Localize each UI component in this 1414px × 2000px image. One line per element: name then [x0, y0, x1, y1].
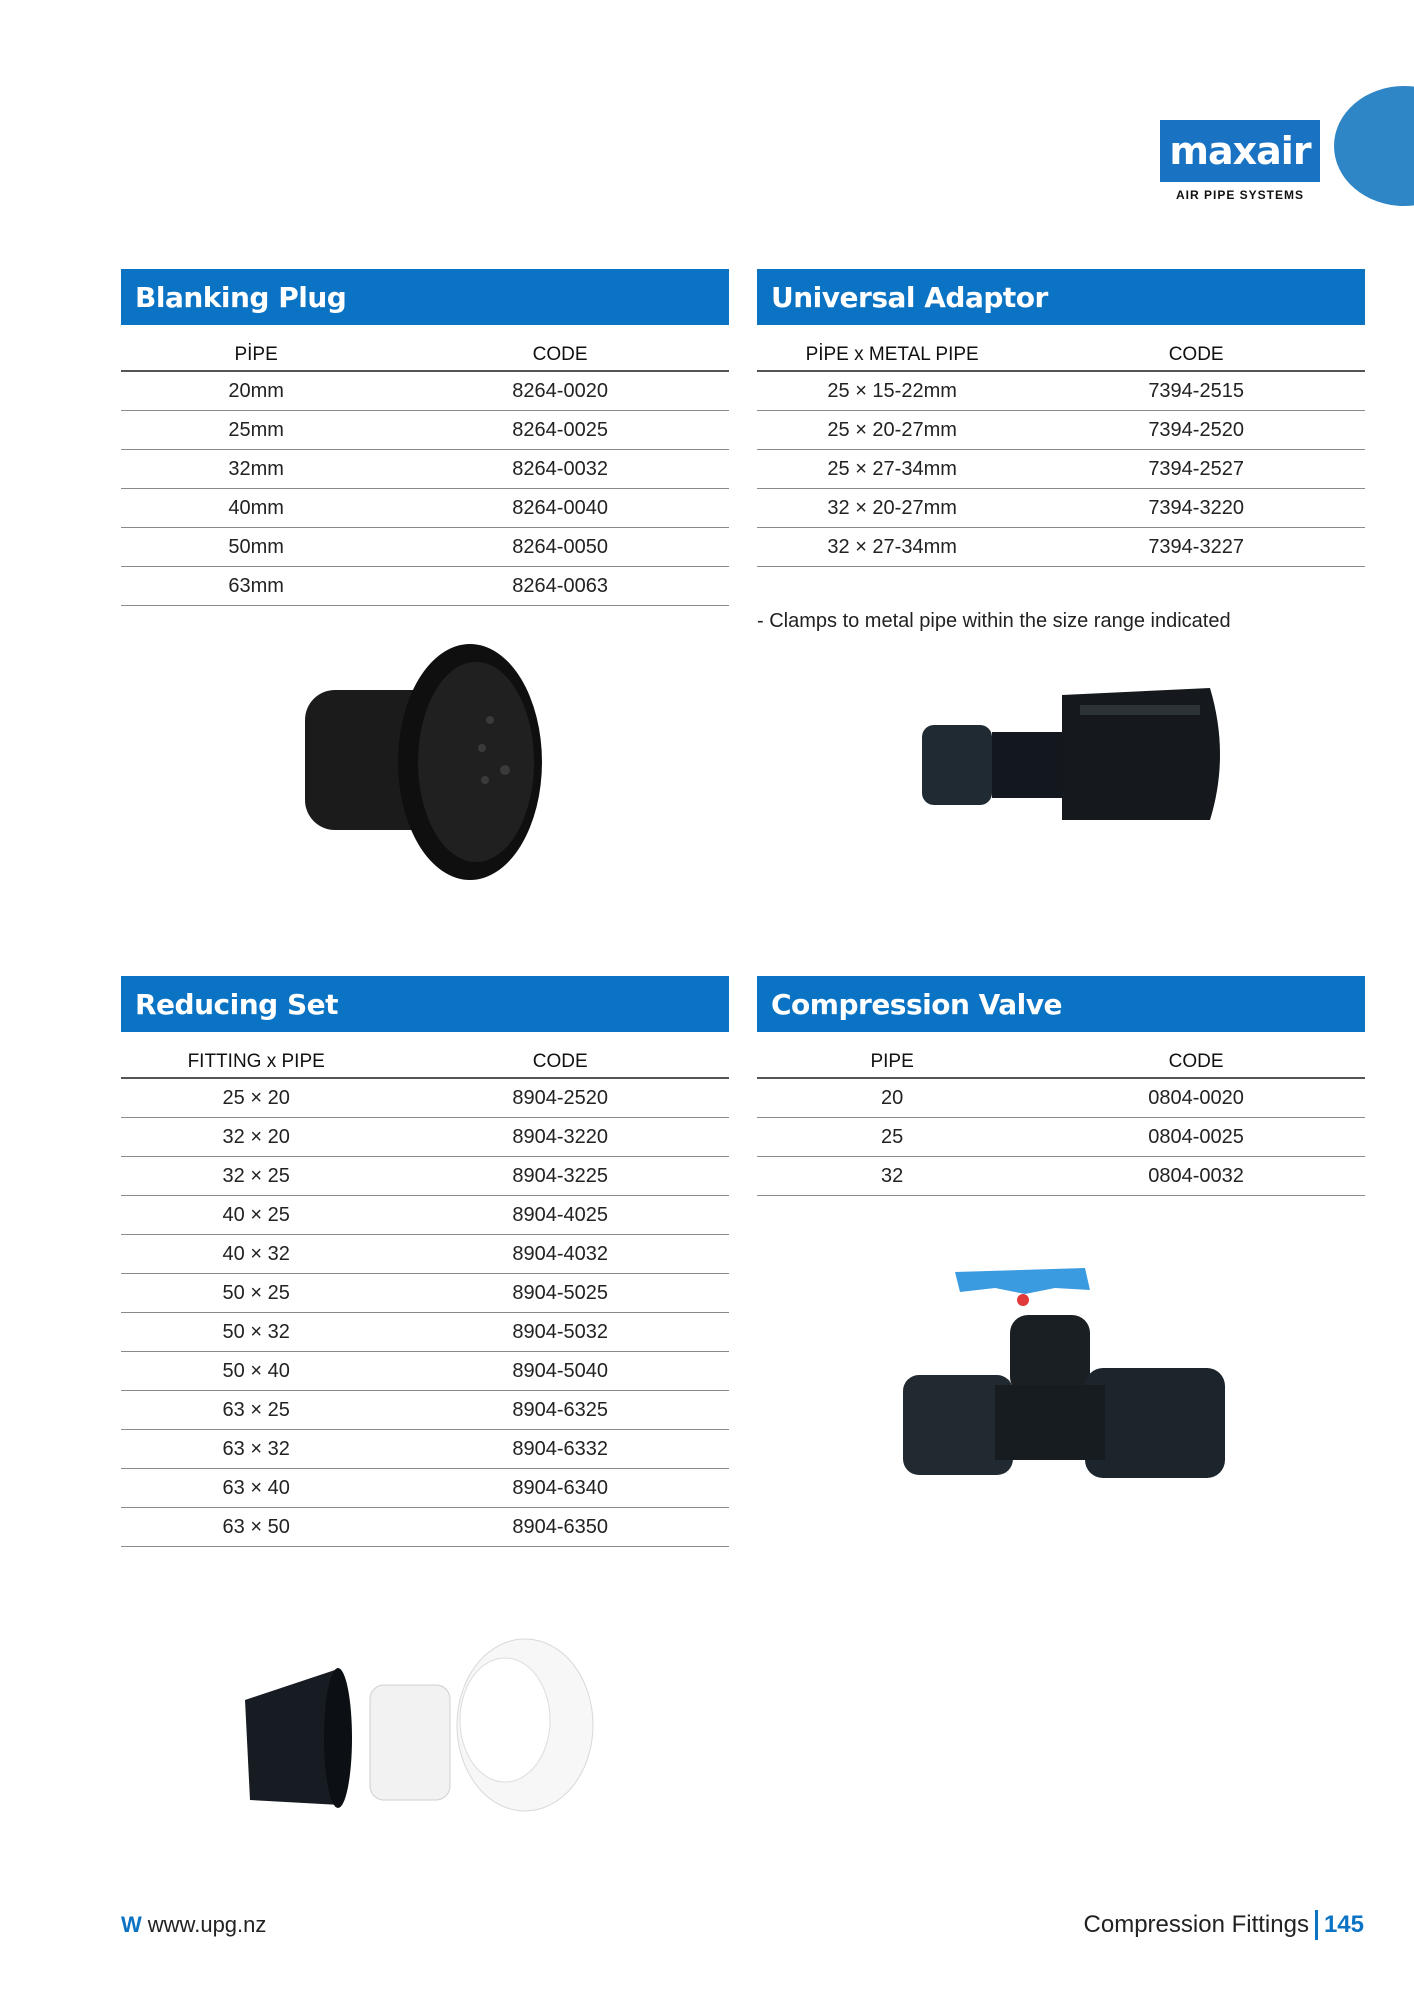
page-number: 145	[1323, 1911, 1364, 1938]
cell: 8904-6340	[391, 1469, 729, 1508]
cell: 20	[757, 1078, 1027, 1118]
logo-tagline: AIR PIPE SYSTEMS	[1175, 188, 1305, 202]
cell: 40 × 25	[121, 1196, 391, 1235]
cell: 32	[757, 1157, 1027, 1196]
table-row	[121, 1430, 729, 1469]
logo-wordmark: maxair	[1160, 120, 1320, 182]
cell: 8264-0025	[391, 411, 729, 450]
cell: 8904-5032	[391, 1313, 729, 1352]
col-header: FITTING x PIPE	[121, 1032, 391, 1078]
table-row	[757, 371, 1365, 411]
cell: 8904-6325	[391, 1391, 729, 1430]
cell: 7394-3220	[1027, 489, 1365, 528]
footer-website	[121, 1912, 266, 1938]
table-row	[121, 1118, 729, 1157]
section-title: Universal Adaptor	[757, 269, 1365, 325]
cell: 7394-2515	[1027, 371, 1365, 411]
cell: 25 × 20	[121, 1078, 391, 1118]
cell: 63 × 32	[121, 1430, 391, 1469]
col-header: CODE	[1027, 1032, 1365, 1078]
cell: 32 × 27-34mm	[757, 528, 1027, 567]
cell: 25 × 20-27mm	[757, 411, 1027, 450]
cell: 20mm	[121, 371, 391, 411]
table-row	[121, 1078, 729, 1118]
cell: 7394-2520	[1027, 411, 1365, 450]
cell: 7394-2527	[1027, 450, 1365, 489]
section-title: Reducing Set	[121, 976, 729, 1032]
table-row	[121, 1469, 729, 1508]
table-row	[121, 1157, 729, 1196]
cell: 32 × 20-27mm	[757, 489, 1027, 528]
web-prefix: W	[121, 1912, 142, 1937]
col-header: PİPE	[121, 325, 391, 371]
table-row	[757, 489, 1365, 528]
cell: 25	[757, 1118, 1027, 1157]
section-compression-valve	[757, 976, 1365, 1196]
footer-page-info	[1084, 1910, 1364, 1940]
table-row	[121, 1313, 729, 1352]
cell: 25 × 15-22mm	[757, 371, 1027, 411]
cell: 63mm	[121, 567, 391, 606]
universal-adaptor-table	[757, 325, 1365, 567]
cell: 32 × 20	[121, 1118, 391, 1157]
cell: 40mm	[121, 489, 391, 528]
cell: 50mm	[121, 528, 391, 567]
cell: 8904-2520	[391, 1078, 729, 1118]
section-blanking-plug	[121, 269, 729, 606]
cell: 8264-0032	[391, 450, 729, 489]
compression-valve-table	[757, 1032, 1365, 1196]
footer-section-name: Compression Fittings	[1083, 1911, 1309, 1938]
table-row	[121, 1352, 729, 1391]
section-reducing-set	[121, 976, 729, 1547]
cell: 40 × 32	[121, 1235, 391, 1274]
cell: 8264-0020	[391, 371, 729, 411]
section-title: Compression Valve	[757, 976, 1365, 1032]
col-header: PİPE x METAL PIPE	[757, 325, 1027, 371]
cell: 50 × 32	[121, 1313, 391, 1352]
cell: 63 × 25	[121, 1391, 391, 1430]
cell: 25 × 27-34mm	[757, 450, 1027, 489]
reducing-set-table	[121, 1032, 729, 1547]
table-row	[757, 1157, 1365, 1196]
table-row	[121, 1196, 729, 1235]
col-header: PIPE	[757, 1032, 1027, 1078]
table-row	[121, 528, 729, 567]
blanking-plug-image	[300, 640, 550, 890]
cell: 0804-0025	[1027, 1118, 1365, 1157]
cell: 0804-0020	[1027, 1078, 1365, 1118]
cell: 8264-0040	[391, 489, 729, 528]
table-row	[121, 1274, 729, 1313]
cell: 8904-3225	[391, 1157, 729, 1196]
cell: 63 × 50	[121, 1508, 391, 1547]
cell: 8904-3220	[391, 1118, 729, 1157]
cell: 8904-4025	[391, 1196, 729, 1235]
reducing-set-image	[240, 1630, 600, 1830]
table-row	[121, 1391, 729, 1430]
table-row	[121, 567, 729, 606]
cell: 32mm	[121, 450, 391, 489]
cell: 8264-0063	[391, 567, 729, 606]
table-row	[757, 1118, 1365, 1157]
col-header: CODE	[391, 325, 729, 371]
table-row	[121, 1235, 729, 1274]
table-row	[757, 1078, 1365, 1118]
table-row	[757, 450, 1365, 489]
cell: 8264-0050	[391, 528, 729, 567]
footer-divider	[1315, 1910, 1318, 1940]
table-row	[121, 489, 729, 528]
cell: 63 × 40	[121, 1469, 391, 1508]
cell: 50 × 40	[121, 1352, 391, 1391]
cell: 8904-6332	[391, 1430, 729, 1469]
website-url[interactable]: www.upg.nz	[147, 1912, 267, 1937]
table-row	[757, 528, 1365, 567]
brand-logo	[1160, 120, 1320, 202]
col-header: CODE	[1027, 325, 1365, 371]
cell: 8904-5025	[391, 1274, 729, 1313]
table-row	[121, 371, 729, 411]
adaptor-note: - Clamps to metal pipe within the size range indicated	[757, 610, 1231, 632]
cell: 25mm	[121, 411, 391, 450]
section-title: Blanking Plug	[121, 269, 729, 325]
table-row	[121, 450, 729, 489]
cell: 7394-3227	[1027, 528, 1365, 567]
cell: 50 × 25	[121, 1274, 391, 1313]
universal-adaptor-image	[920, 680, 1240, 840]
table-row	[121, 411, 729, 450]
cell: 8904-6350	[391, 1508, 729, 1547]
page-tab	[1334, 86, 1414, 206]
col-header: CODE	[391, 1032, 729, 1078]
table-row	[757, 411, 1365, 450]
compression-valve-image	[895, 1260, 1235, 1490]
blanking-plug-table	[121, 325, 729, 606]
cell: 32 × 25	[121, 1157, 391, 1196]
cell: 8904-4032	[391, 1235, 729, 1274]
section-universal-adaptor	[757, 269, 1365, 567]
cell: 8904-5040	[391, 1352, 729, 1391]
cell: 0804-0032	[1027, 1157, 1365, 1196]
table-row	[121, 1508, 729, 1547]
